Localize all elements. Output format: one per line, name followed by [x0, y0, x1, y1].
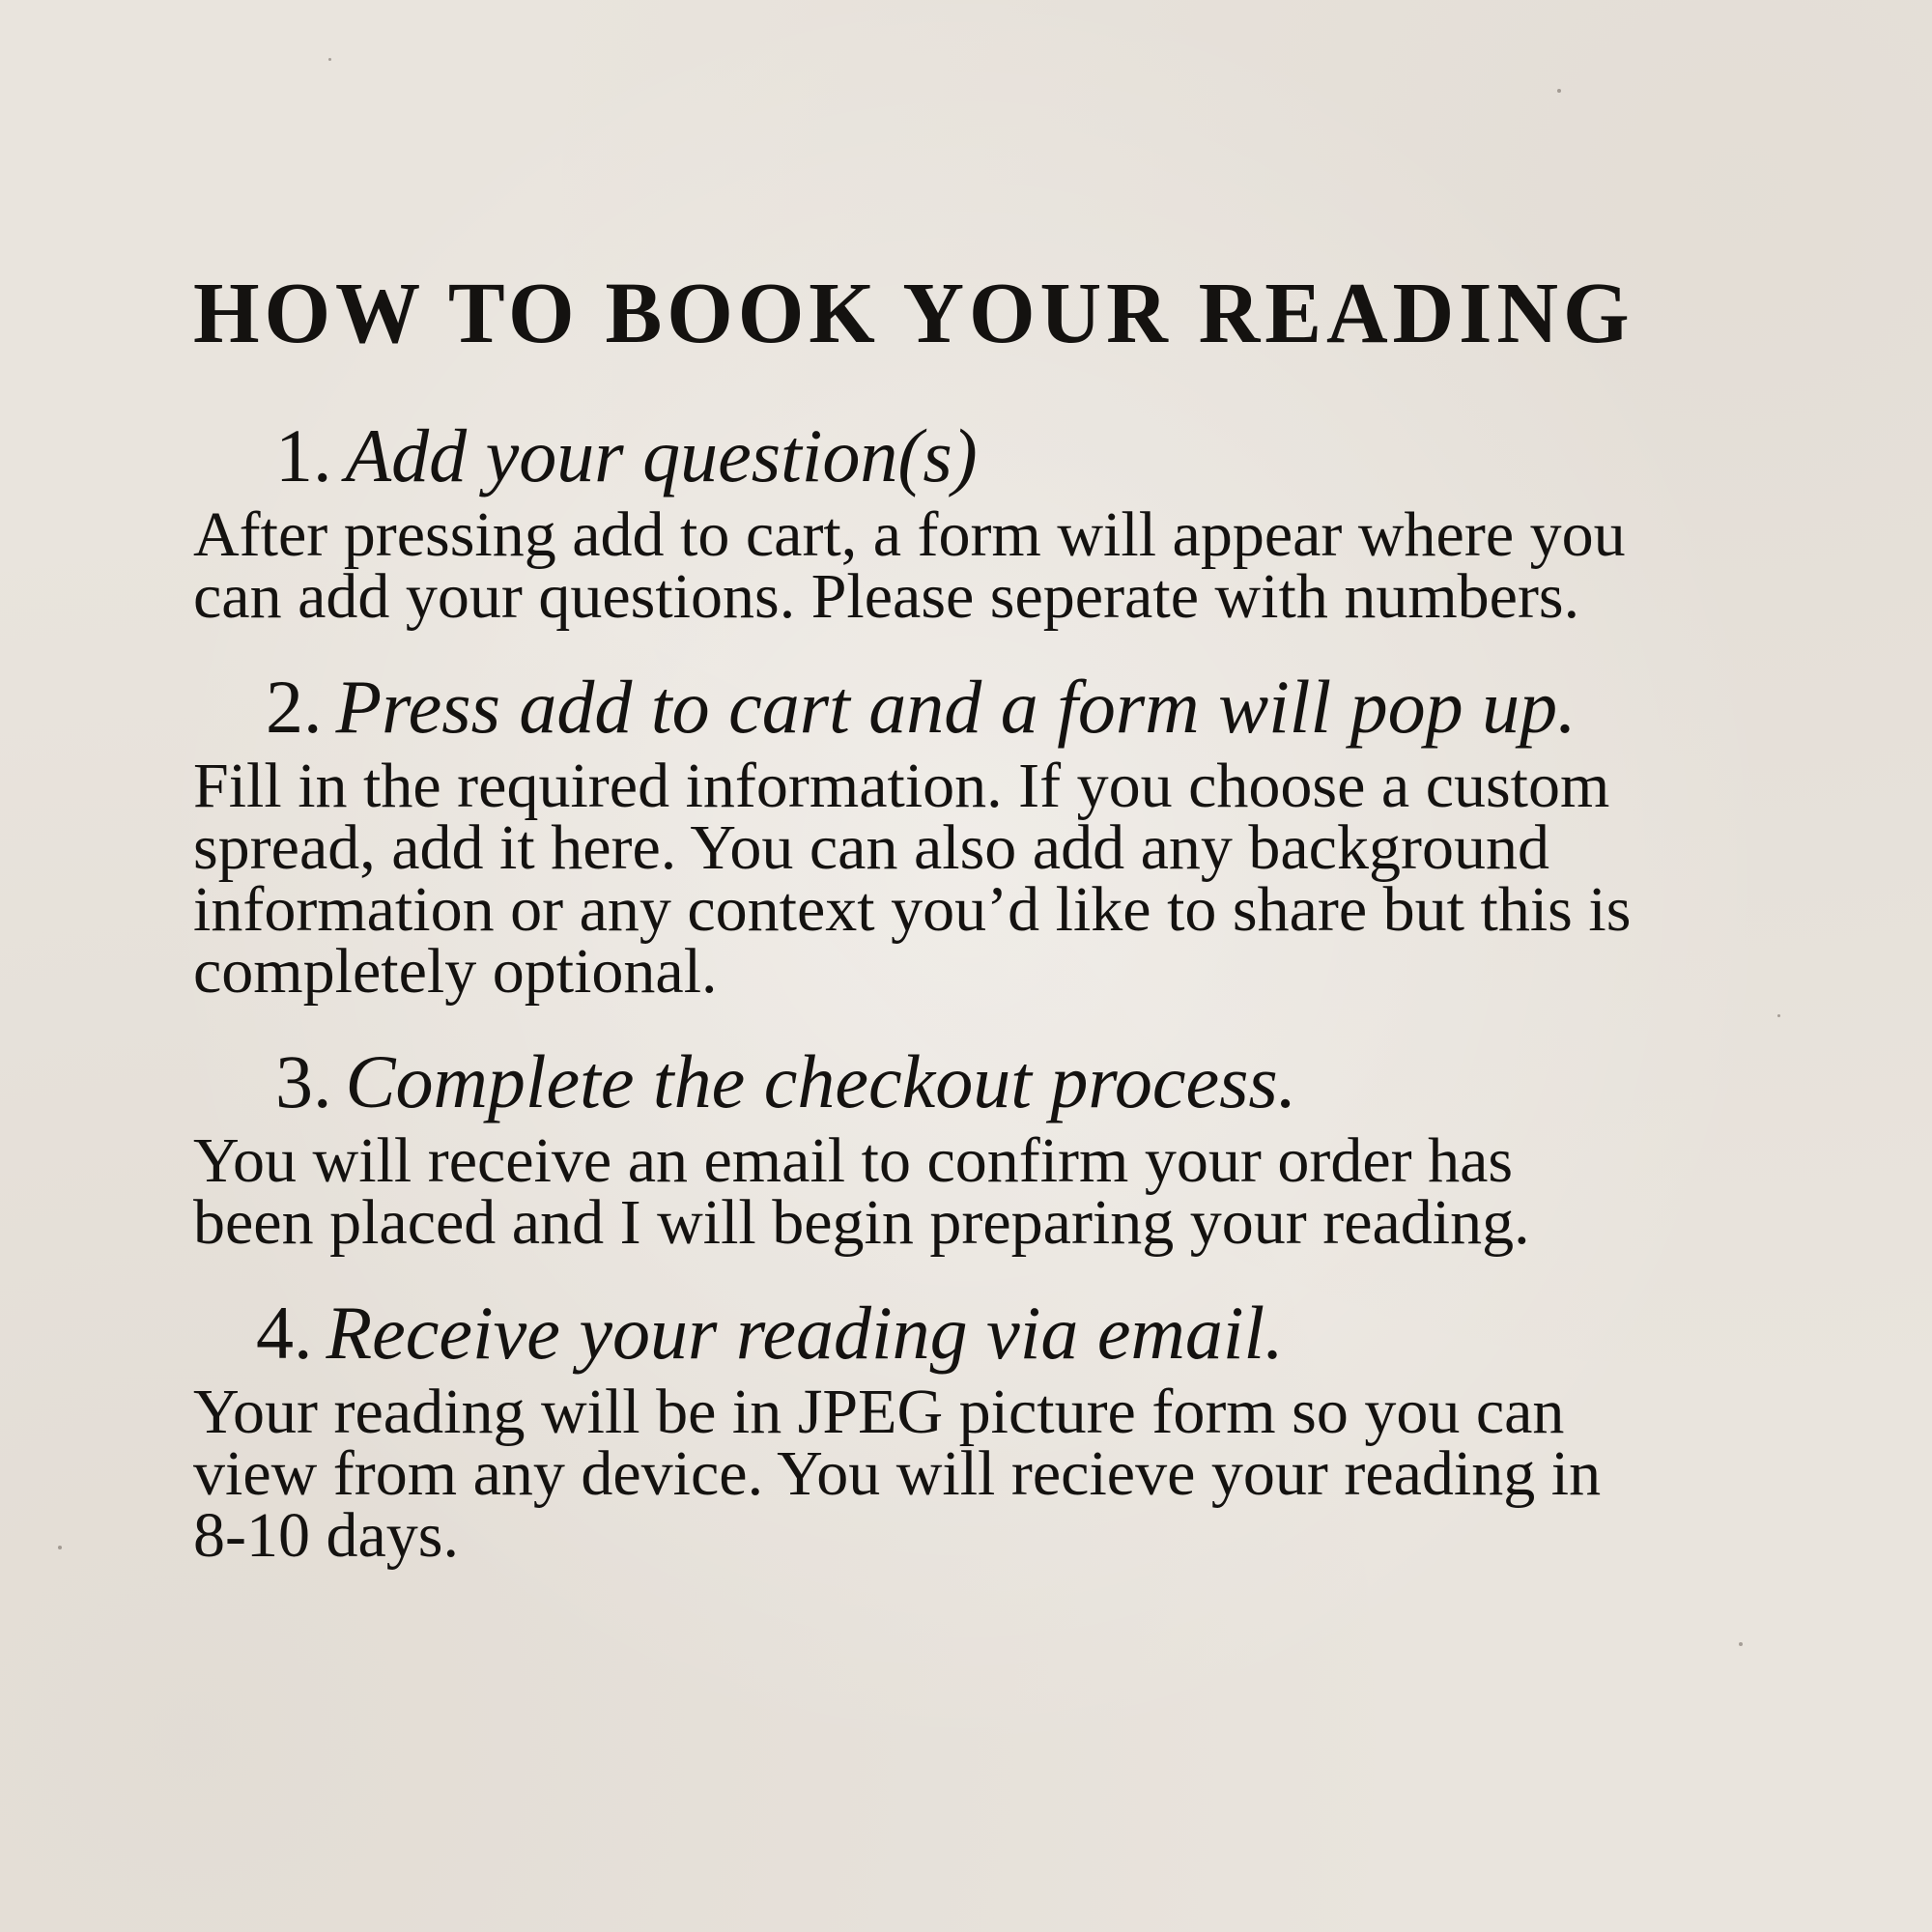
- step-body: [193, 1377, 1758, 1571]
- step-number: 3.: [275, 1039, 332, 1123]
- step-body: [193, 1125, 1758, 1258]
- booking-instructions: [193, 261, 1758, 1571]
- step-number: 2.: [266, 665, 323, 749]
- body-line: spread, add it here. You can also add any background: [193, 812, 1549, 883]
- step-title: Add your question(s): [345, 413, 978, 497]
- step-heading: [193, 1037, 1758, 1126]
- paper-speck: [1557, 89, 1561, 93]
- page-title: HOW TO BOOK YOUR READING: [193, 266, 1634, 361]
- step-4: [193, 1289, 1758, 1571]
- step-3: [193, 1037, 1758, 1258]
- body-line: You will receive an email to confirm your order has: [193, 1125, 1514, 1196]
- body-line: Your reading will be in JPEG picture form so you can: [193, 1377, 1565, 1447]
- step-body: [193, 499, 1758, 632]
- body-line: 8-10 days.: [193, 1500, 459, 1571]
- step-2: [193, 663, 1758, 1007]
- paper-speck: [58, 1546, 62, 1549]
- step-title: Complete the checkout process.: [345, 1039, 1297, 1123]
- step-1: [193, 412, 1758, 632]
- step-heading: [193, 412, 1758, 500]
- body-line: been placed and I will begin preparing your reading.: [193, 1187, 1530, 1258]
- step-body: [193, 751, 1758, 1007]
- step-number: 1.: [275, 413, 332, 497]
- body-line: information or any context you’d like to share but this is: [193, 874, 1632, 945]
- body-line: After pressing add to cart, a form will appear where you: [193, 499, 1626, 570]
- step-number: 4.: [256, 1291, 313, 1375]
- step-heading: [193, 1289, 1758, 1378]
- body-line: view from any device. You will recieve your reading in: [193, 1438, 1602, 1509]
- body-line: completely optional.: [193, 936, 718, 1007]
- paper-speck: [328, 58, 331, 61]
- step-title: Receive your reading via email.: [326, 1291, 1284, 1375]
- step-title: Press add to cart and a form will pop up.: [335, 665, 1577, 749]
- paper-speck: [1739, 1642, 1743, 1646]
- step-heading: [193, 663, 1758, 752]
- body-line: Fill in the required information. If you choose a custom: [193, 751, 1610, 821]
- paper-speck: [1777, 1014, 1780, 1017]
- body-line: can add your questions. Please seperate with numbers.: [193, 561, 1580, 632]
